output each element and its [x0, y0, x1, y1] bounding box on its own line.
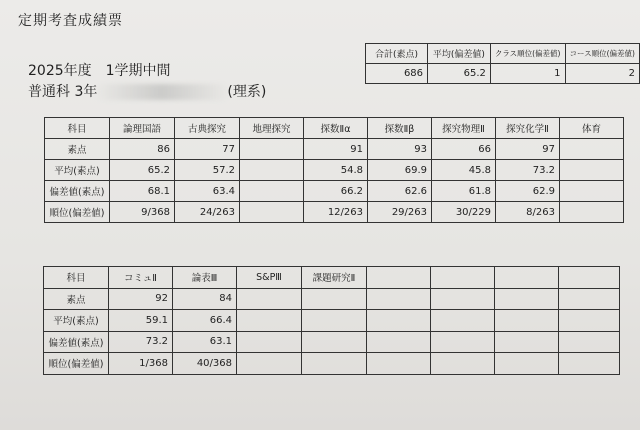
table-cell: 77 [175, 139, 240, 160]
table-cell: 63.1 [173, 331, 237, 353]
table-cell [302, 310, 367, 332]
table-cell: 61.8 [432, 181, 496, 202]
table-cell: 73.2 [496, 160, 560, 181]
table-cell [495, 310, 559, 332]
row-label: 順位(偏差値) [44, 353, 109, 375]
table-cell: 92 [109, 288, 173, 310]
table-cell [431, 288, 495, 310]
row-label: 平均(素点) [45, 160, 110, 181]
table-cell [367, 331, 431, 353]
class-line [28, 81, 266, 101]
table-cell [302, 353, 367, 375]
table-cell: 97 [496, 139, 560, 160]
table-cell: 86 [110, 139, 175, 160]
table-cell [431, 331, 495, 353]
table-header: 探究物理Ⅱ [432, 118, 496, 139]
summary-value: 1 [490, 64, 565, 84]
table-row [44, 353, 620, 375]
table-cell: 73.2 [109, 331, 173, 353]
table-cell: 84 [173, 288, 237, 310]
summary-header: 平均(偏差値) [428, 44, 491, 64]
table-cell: 57.2 [175, 160, 240, 181]
redacted-name [97, 84, 227, 100]
table-header: S&PⅢ [237, 267, 302, 289]
table-cell: 59.1 [109, 310, 173, 332]
table-cell [237, 353, 302, 375]
table-header-row [44, 267, 620, 289]
table-header: 科目 [45, 118, 110, 139]
table-row [45, 139, 624, 160]
row-label: 偏差値(素点) [45, 181, 110, 202]
table-header: 探数Ⅱα [304, 118, 368, 139]
summary-header: 合計(素点) [366, 44, 428, 64]
table-cell [302, 288, 367, 310]
table-cell [367, 288, 431, 310]
table-cell [240, 160, 304, 181]
table-cell [367, 353, 431, 375]
table-row [45, 202, 624, 223]
row-label: 素点 [44, 288, 109, 310]
summary-table [365, 43, 640, 84]
table-header [367, 267, 431, 289]
table-cell: 62.6 [368, 181, 432, 202]
table-cell: 63.4 [175, 181, 240, 202]
table-cell [240, 181, 304, 202]
table-header: 論表Ⅲ [173, 267, 237, 289]
table-cell: 91 [304, 139, 368, 160]
table-header: 探究化学Ⅱ [496, 118, 560, 139]
table-row [44, 331, 620, 353]
summary-value: 2 [565, 64, 640, 84]
table-cell: 8/263 [496, 202, 560, 223]
table-cell [431, 353, 495, 375]
table-row [44, 310, 620, 332]
class-suffix: (理系) [227, 84, 267, 100]
table-cell: 40/368 [173, 353, 237, 375]
table-cell [560, 139, 624, 160]
table-cell [495, 288, 559, 310]
table-cell: 54.8 [304, 160, 368, 181]
table-header-row [45, 118, 624, 139]
table-header: 課題研究Ⅱ [302, 267, 367, 289]
row-label: 素点 [45, 139, 110, 160]
table-cell: 62.9 [496, 181, 560, 202]
grades-table-2 [43, 266, 620, 375]
table-cell: 30/229 [432, 202, 496, 223]
table-cell [240, 202, 304, 223]
document-title: 定期考査成績票 [18, 13, 123, 29]
table-cell [560, 160, 624, 181]
table-cell: 68.1 [110, 181, 175, 202]
table-cell [559, 310, 620, 332]
table-header [431, 267, 495, 289]
row-label: 偏差値(素点) [44, 331, 109, 353]
table-cell: 69.9 [368, 160, 432, 181]
table-cell [237, 310, 302, 332]
table-cell [560, 202, 624, 223]
table-header: 体育 [560, 118, 624, 139]
table-cell [431, 310, 495, 332]
class-prefix: 普通科 3年 [28, 84, 98, 100]
table-header [495, 267, 559, 289]
table-header: 科目 [44, 267, 109, 289]
summary-header: コース順位(偏差値) [565, 44, 640, 64]
row-label: 順位(偏差値) [45, 202, 110, 223]
table-cell [559, 288, 620, 310]
table-cell: 66.2 [304, 181, 368, 202]
table-cell [302, 331, 367, 353]
table-cell: 93 [368, 139, 432, 160]
table-cell: 45.8 [432, 160, 496, 181]
table-cell: 65.2 [110, 160, 175, 181]
grades-table-1 [44, 117, 624, 223]
table-cell [560, 181, 624, 202]
table-cell [237, 331, 302, 353]
table-row [45, 160, 624, 181]
table-header: コミュⅡ [109, 267, 173, 289]
table-row [45, 181, 624, 202]
table-cell: 9/368 [110, 202, 175, 223]
table-header: 古典探究 [175, 118, 240, 139]
summary-value: 686 [366, 64, 428, 84]
table-cell [237, 288, 302, 310]
table-cell: 1/368 [109, 353, 173, 375]
table-cell: 12/263 [304, 202, 368, 223]
term-label: 2025年度 1学期中間 [28, 63, 171, 79]
table-cell [559, 353, 620, 375]
table-cell [495, 331, 559, 353]
table-row [44, 288, 620, 310]
table-header: 論理国語 [110, 118, 175, 139]
table-cell: 66 [432, 139, 496, 160]
summary-value: 65.2 [428, 64, 491, 84]
table-cell: 24/263 [175, 202, 240, 223]
table-cell [559, 331, 620, 353]
table-cell: 29/263 [368, 202, 432, 223]
table-cell [495, 353, 559, 375]
row-label: 平均(素点) [44, 310, 109, 332]
table-cell: 66.4 [173, 310, 237, 332]
summary-header: クラス順位(偏差値) [490, 44, 565, 64]
table-header: 探数Ⅱβ [368, 118, 432, 139]
table-cell [240, 139, 304, 160]
summary-header-row [366, 44, 640, 64]
summary-value-row [366, 64, 640, 84]
table-cell [367, 310, 431, 332]
table-header: 地理探究 [240, 118, 304, 139]
table-header [559, 267, 620, 289]
